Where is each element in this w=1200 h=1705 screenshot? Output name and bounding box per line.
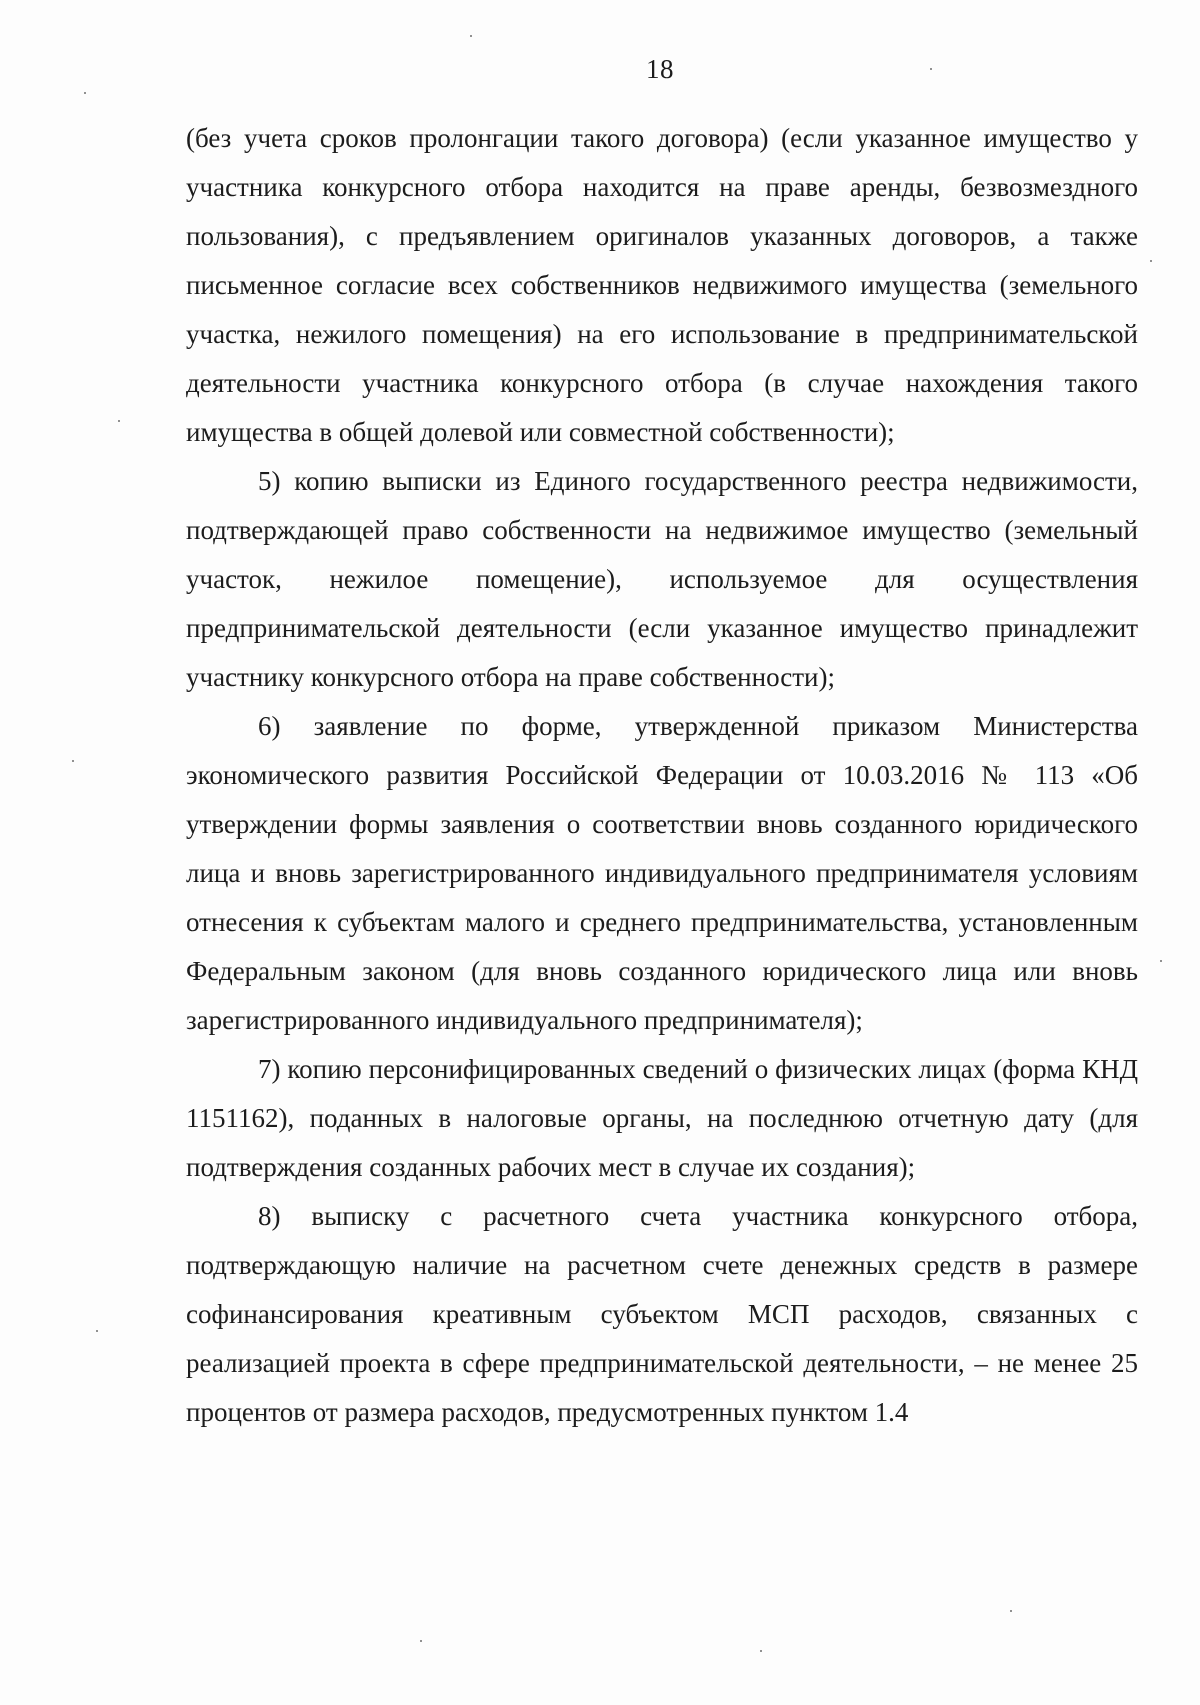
scan-speck [84,92,86,94]
paragraph-continuation: (без учета сроков пролонгации такого договора) (если указанное имущество у участника конкурсного отбора находится на праве аренды, безвозмездного пользования), с предъявлением оригиналов указанных договоров, а также письменное согласие всех собственников недвижимого имущества (земельного участка, нежилого помещения) на его использование в предпринимательской деятельности участника конкурсного отбора (в случае нахождения такого имущества в общей долевой или совместной собственности); [186,123,1138,447]
page-number: 18 [646,54,674,84]
scan-speck [1010,1610,1012,1612]
scan-speck [420,1640,422,1642]
paragraph-item-6: 6) заявление по форме, утвержденной приказом Министерства экономического развития Российской Федерации от 10.03.2016 № 113 «Об утверждении формы заявления о соответствии вновь созданного юридического лица и вновь зарегистрированного индивидуального предпринимателя условиям отнесения к субъектам малого и среднего предпринимательства, установленным Федеральным законом (для вновь созданного юридического лица или вновь зарегистрированного индивидуального предпринимателя); [186,711,1138,1035]
scan-speck [118,420,120,422]
paragraph-item-5: 5) копию выписки из Единого государственного реестра недвижимости, подтверждающей право собственности на недвижимое имущество (земельный участок, нежилое помещение), используемое для осуществления предпринимательской деятельности (если указанное имущество принадлежит участнику конкурсного отбора на праве собственности); [186,466,1138,692]
scan-speck [930,68,932,70]
scan-speck [72,760,74,762]
document-body [186,114,1138,1437]
scan-speck [1150,260,1152,262]
scan-speck [96,1330,98,1332]
scan-speck [470,35,472,37]
paragraph-item-8: 8) выписку с расчетного счета участника конкурсного отбора, подтверждающую наличие на расчетном счете денежных средств в размере софинансирования креативным субъектом МСП расходов, связанных с реализацией проекта в сфере предпринимательской деятельности, – не менее 25 процентов от размера расходов, предусмотренных пунктом 1.4 [186,1201,1138,1427]
scan-speck [1160,960,1162,962]
paragraph-item-7: 7) копию персонифицированных сведений о физических лицах (форма КНД 1151162), поданных в налоговые органы, на последнюю отчетную дату (для подтверждения созданных рабочих мест в случае их создания); [186,1054,1138,1182]
scan-speck [760,1650,762,1652]
